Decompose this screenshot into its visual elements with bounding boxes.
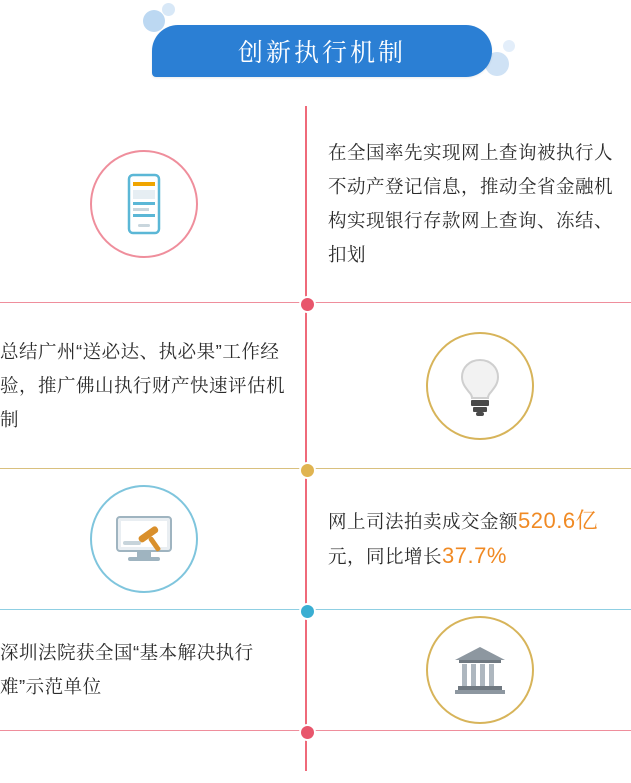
timeline-section-2 xyxy=(0,303,631,468)
section-3-text xyxy=(328,504,631,574)
section-3-text-part-1: 网上司法拍卖成交金额 xyxy=(328,511,519,532)
timeline-dot-4 xyxy=(299,724,316,741)
section-1-text: 在全国率先实现网上查询被执行人不动产登记信息，推动全省金融机构实现银行存款网上查询、冻结、扣划 xyxy=(328,142,614,265)
decoration-circle-2 xyxy=(162,3,175,16)
page-title: 创新执行机制 xyxy=(237,39,406,67)
section-3-amount: 520.6亿 xyxy=(518,508,599,533)
section-3-icon-cell xyxy=(0,469,306,609)
lightbulb-icon xyxy=(426,332,534,440)
courthouse-icon xyxy=(426,616,534,724)
header xyxy=(0,0,631,100)
section-2-text: 总结广州“送必达、执必果”工作经验，推广佛山执行财产快速评估机制 xyxy=(0,340,286,430)
section-2-text-cell xyxy=(0,303,306,468)
section-3-text-cell xyxy=(306,469,631,609)
mobile-phone-icon xyxy=(90,150,198,258)
timeline xyxy=(0,106,631,731)
decoration-circle-1 xyxy=(143,10,165,32)
timeline-section-4 xyxy=(0,610,631,730)
timeline-section-3 xyxy=(0,469,631,609)
section-4-text: 深圳法院获全国“基本解决执行难”示范单位 xyxy=(0,642,254,697)
divider-4 xyxy=(0,730,631,731)
section-1-text-cell xyxy=(306,106,631,302)
computer-gavel-icon xyxy=(90,485,198,593)
section-3-growth: 37.7% xyxy=(442,543,507,568)
section-1-icon-cell xyxy=(0,106,306,302)
timeline-section-1 xyxy=(0,106,631,302)
section-4-text-cell xyxy=(0,610,306,730)
title-banner xyxy=(152,25,492,77)
section-2-icon-cell xyxy=(306,303,631,468)
decoration-circle-4 xyxy=(503,40,515,52)
section-4-icon-cell xyxy=(306,610,631,730)
section-3-text-part-2: 元，同比增长 xyxy=(328,546,443,567)
